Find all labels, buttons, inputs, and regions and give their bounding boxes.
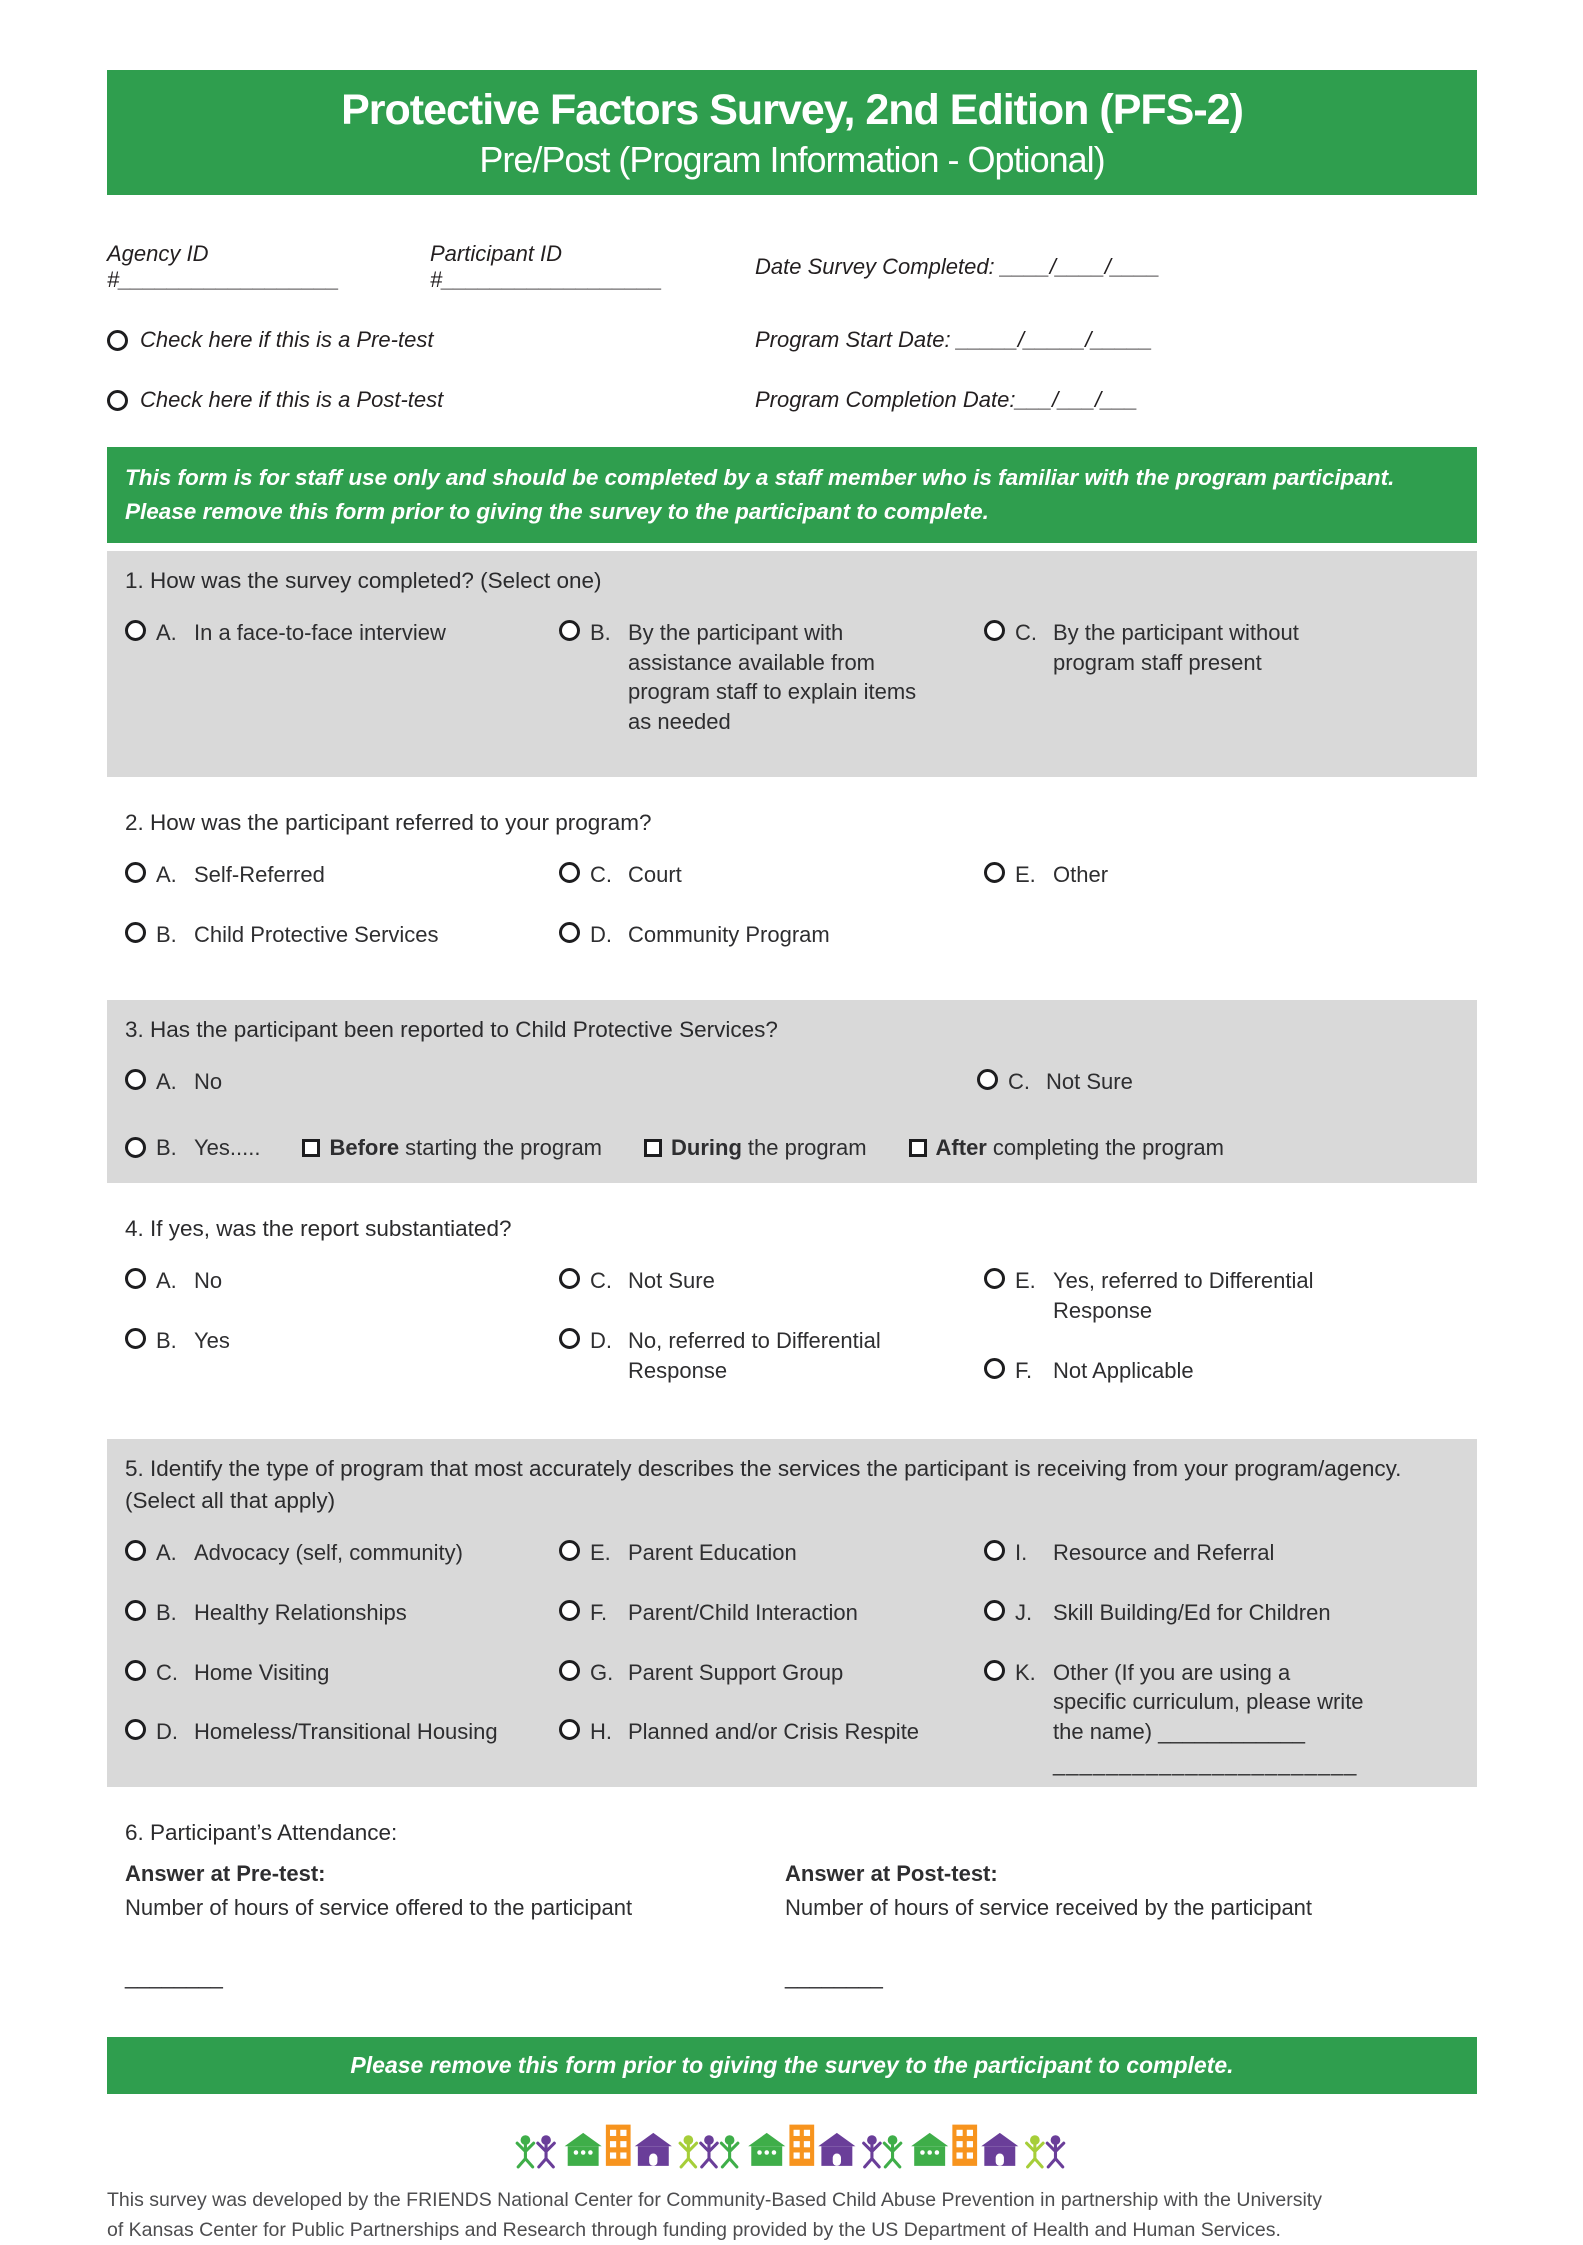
house-icon (911, 2133, 948, 2166)
q3-option-c-label: Not Sure (1046, 1069, 1133, 1095)
q2-option-b (125, 920, 559, 950)
q5-option-d (125, 1717, 559, 1747)
q1-option-a (125, 618, 559, 648)
building-icon (789, 2125, 814, 2166)
q5-option-d-label: Homeless/Transitional Housing (194, 1719, 498, 1745)
q5-option-i-label: Resource and Referral (1053, 1540, 1275, 1566)
q6-pretest-heading: Answer at Pre-test: (125, 1860, 326, 1886)
q5-option-b (125, 1598, 559, 1628)
building-icon (606, 2125, 631, 2166)
house-icon (748, 2133, 785, 2166)
q5-option-g-radio[interactable] (559, 1660, 580, 1681)
question-6-title: 6. Participant’s Attendance: (125, 1820, 398, 1846)
question-1 (107, 551, 1477, 777)
person-icon (884, 2136, 901, 2167)
q5-option-h (559, 1717, 984, 1747)
q4-option-c-radio[interactable] (559, 1268, 580, 1289)
q4-option-f (984, 1356, 1459, 1386)
q3-option-b-letter: B. (156, 1134, 177, 1160)
q3-option-a-radio[interactable] (125, 1069, 146, 1090)
house-icon (981, 2133, 1018, 2166)
header-banner (107, 70, 1477, 195)
program-start-date-field[interactable]: Program Start Date: _____/_____/_____ (755, 327, 1153, 352)
program-info-header (107, 241, 1477, 413)
q5-option-f (559, 1598, 984, 1628)
person-icon (1047, 2136, 1064, 2167)
q4-option-d-letter: D. (590, 1328, 612, 1353)
q5-option-g (559, 1658, 984, 1688)
remove-form-notice: Please remove this form prior to giving the survey to the participant to complete. (107, 2037, 1477, 2094)
q4-option-c (559, 1266, 984, 1296)
before-checkbox[interactable] (302, 1139, 320, 1157)
q5-option-h-radio[interactable] (559, 1719, 580, 1740)
q5-option-a (125, 1538, 559, 1568)
q4-option-c-letter: C. (590, 1268, 612, 1294)
community-illustration (427, 2104, 1157, 2170)
q2-option-d (559, 920, 984, 950)
q6-pretest-body: Number of hours of service offered to the participant (125, 1895, 633, 1921)
question-3 (107, 1000, 1477, 1183)
q4-option-c-label: Not Sure (628, 1268, 715, 1294)
q5-option-j (984, 1598, 1459, 1628)
question-2 (107, 793, 1477, 990)
person-icon (538, 2136, 555, 2167)
q5-option-b-radio[interactable] (125, 1600, 146, 1621)
q4-option-b-letter: B. (156, 1328, 177, 1353)
q4-option-d-label: No, referred to Differential Response (628, 1328, 881, 1383)
person-icon (721, 2136, 738, 2167)
q2-option-b-radio[interactable] (125, 922, 146, 943)
person-icon (517, 2136, 534, 2167)
q5-option-j-radio[interactable] (984, 1600, 1005, 1621)
q5-option-f-radio[interactable] (559, 1600, 580, 1621)
q4-option-e (984, 1266, 1459, 1325)
q2-option-e-letter: E. (1015, 862, 1036, 888)
question-1-title: 1. How was the survey completed? (Select one) (125, 567, 602, 593)
q4-option-f-letter: F. (1015, 1357, 1033, 1383)
q1-option-a-radio[interactable] (125, 620, 146, 641)
q1-option-c-label: By the participant without program staff present (1053, 620, 1299, 675)
q5-option-e (559, 1538, 984, 1568)
participant-id-field[interactable]: Participant ID #__________________ (430, 241, 663, 292)
credit-text (107, 2185, 1477, 2245)
q4-option-a-radio[interactable] (125, 1268, 146, 1289)
q3-option-c-radio[interactable] (977, 1069, 998, 1090)
credit-line-1: This survey was developed by the FRIENDS National Center for Community-Based Child Abuse Prevention in partnership with the University (107, 2189, 1322, 2212)
q1-option-c (984, 618, 1459, 677)
q2-option-c-radio[interactable] (559, 862, 580, 883)
q1-option-a-letter: A. (156, 620, 177, 645)
q1-option-a-label: In a face-to-face interview (194, 620, 446, 645)
q5-option-h-label: Planned and/or Crisis Respite (628, 1719, 920, 1745)
q5-option-f-label: Parent/Child Interaction (628, 1600, 858, 1626)
during-checkbox[interactable] (644, 1139, 662, 1157)
credit-line-2: of Kansas Center for Public Partnerships and Research through funding provided by the US Department of Health and Human Services. (107, 2219, 1281, 2242)
q5-option-g-label: Parent Support Group (628, 1659, 844, 1685)
date-survey-completed-field[interactable]: Date Survey Completed: ____/____/____ (755, 254, 1160, 279)
person-icon (701, 2136, 718, 2167)
building-icon (952, 2125, 977, 2166)
q5-option-i-letter: I. (1015, 1540, 1028, 1566)
q5-option-d-radio[interactable] (125, 1719, 146, 1740)
q5-option-b-letter: B. (156, 1600, 177, 1626)
person-icon (1027, 2136, 1044, 2167)
question-2-title: 2. How was the participant referred to your program? (125, 809, 652, 835)
pretest-row (107, 327, 1477, 353)
q5-option-k-radio[interactable] (984, 1660, 1005, 1681)
question-4-title: 4. If yes, was the report substantiated? (125, 1215, 512, 1241)
q3-option-c (977, 1067, 1133, 1097)
q1-option-b-radio[interactable] (559, 620, 580, 641)
q2-option-d-radio[interactable] (559, 922, 580, 943)
q6-posttest-hours-line[interactable]: ________ (785, 1964, 883, 1990)
q5-option-f-letter: F. (590, 1600, 608, 1626)
house-icon (818, 2133, 855, 2166)
question-5-title: 5. Identify the type of program that most accurately describes the services the participant is receiving from your program/agency. (Select all that apply) (125, 1456, 1402, 1513)
q6-pretest-hours-line[interactable]: ________ (125, 1964, 223, 1990)
q1-option-c-letter: C. (1015, 620, 1037, 645)
q3-during-rest: the program (747, 1134, 867, 1160)
q4-option-d-radio[interactable] (559, 1328, 580, 1349)
q4-option-a-label: No (194, 1268, 223, 1294)
question-3-title: 3. Has the participant been reported to Child Protective Services? (125, 1016, 778, 1042)
question-5 (107, 1439, 1477, 1787)
q5-option-c-radio[interactable] (125, 1660, 146, 1681)
q5-option-a-letter: A. (156, 1540, 177, 1566)
q5-option-k-letter: K. (1015, 1659, 1036, 1685)
q5-other-write-in-line[interactable]: _______________________ (1053, 1750, 1358, 1776)
q4-option-a-letter: A. (156, 1268, 177, 1294)
pretest-radio[interactable] (107, 330, 128, 351)
q5-option-k (984, 1658, 1459, 1747)
q3-option-b-label: Yes..... (194, 1134, 261, 1160)
staff-only-notice: This form is for staff use only and should be completed by a staff member who is familiar with the program participant. Please remove this form prior to giving the survey to the participant to complete. (107, 447, 1477, 543)
form-title: Protective Factors Survey, 2nd Edition (PFS-2) (341, 86, 1243, 134)
q2-option-d-label: Community Program (628, 921, 830, 947)
q2-option-a-letter: A. (156, 862, 177, 888)
agency-id-field[interactable]: Agency ID #__________________ (107, 241, 340, 292)
posttest-row (107, 387, 1477, 413)
q5-option-g-letter: G. (590, 1659, 614, 1685)
q3-during-bold: During (671, 1134, 742, 1160)
q2-option-e (984, 860, 1459, 890)
house-icon (635, 2133, 672, 2166)
q5-option-j-letter: J. (1015, 1600, 1033, 1626)
program-completion-date-field[interactable]: Program Completion Date:___/___/___ (755, 387, 1138, 412)
q5-option-c (125, 1658, 559, 1688)
id-row (107, 241, 1477, 293)
q1-option-b-letter: B. (590, 620, 611, 645)
q3-option-a (125, 1067, 977, 1097)
q5-option-e-label: Parent Education (628, 1540, 797, 1566)
question-4 (107, 1199, 1477, 1426)
person-icon (864, 2136, 881, 2167)
q3-during-item (644, 1135, 867, 1161)
q2-option-e-label: Other (1053, 862, 1109, 888)
q5-option-c-letter: C. (156, 1659, 178, 1685)
q3-option-a-letter: A. (156, 1069, 177, 1095)
q3-after-bold: After (935, 1134, 987, 1160)
q3-before-item (302, 1135, 602, 1161)
q1-option-c-radio[interactable] (984, 620, 1005, 641)
posttest-label: Check here if this is a Post-test (140, 387, 444, 412)
q2-option-a-radio[interactable] (125, 862, 146, 883)
q5-option-c-label: Home Visiting (194, 1659, 330, 1685)
pretest-label: Check here if this is a Pre-test (140, 327, 434, 352)
form-subtitle: Pre/Post (Program Information - Optional) (479, 139, 1105, 180)
decorative-band-wrap (107, 2104, 1477, 2175)
q5-option-d-letter: D. (156, 1719, 178, 1745)
q3-option-a-label: No (194, 1069, 223, 1095)
q5-option-i (984, 1538, 1459, 1568)
q4-option-e-letter: E. (1015, 1268, 1036, 1294)
q2-option-b-label: Child Protective Services (194, 921, 439, 947)
house-icon (565, 2133, 602, 2166)
q2-option-b-letter: B. (156, 921, 177, 947)
q5-option-k-label: Other (If you are using a specific curriculum, please write the name) ____________ (1053, 1659, 1364, 1745)
q4-option-f-label: Not Applicable (1053, 1357, 1194, 1383)
q3-before-rest: starting the program (405, 1134, 603, 1160)
q5-option-e-letter: E. (590, 1540, 611, 1566)
q2-option-a (125, 860, 559, 890)
q2-option-c-label: Court (628, 862, 682, 888)
q3-option-b-radio[interactable] (125, 1137, 146, 1158)
q4-option-b-label: Yes (194, 1328, 230, 1353)
q6-posttest-heading: Answer at Post-test: (785, 1860, 998, 1886)
q5-option-h-letter: H. (590, 1719, 612, 1745)
q5-option-e-radio[interactable] (559, 1540, 580, 1561)
q4-option-e-radio[interactable] (984, 1268, 1005, 1289)
q4-option-a (125, 1266, 559, 1296)
q5-option-j-label: Skill Building/Ed for Children (1053, 1600, 1331, 1626)
q5-option-a-label: Advocacy (self, community) (194, 1540, 463, 1566)
q2-option-c-letter: C. (590, 862, 612, 888)
q4-option-d (559, 1326, 984, 1385)
q4-option-f-radio[interactable] (984, 1358, 1005, 1379)
q4-option-e-label: Yes, referred to Differential Response (1053, 1268, 1314, 1323)
q2-option-a-label: Self-Referred (194, 862, 325, 888)
after-checkbox[interactable] (909, 1139, 927, 1157)
q5-option-a-radio[interactable] (125, 1540, 146, 1561)
q1-option-b-label: By the participant with assistance available from program staff to explain items as needed (628, 620, 917, 735)
q5-option-i-radio[interactable] (984, 1540, 1005, 1561)
q4-option-b-radio[interactable] (125, 1328, 146, 1349)
q3-after-item (909, 1135, 1224, 1161)
q2-option-e-radio[interactable] (984, 862, 1005, 883)
q3-after-rest: completing the program (992, 1134, 1224, 1160)
q4-option-b (125, 1326, 559, 1356)
question-6 (107, 1803, 1477, 2003)
q5-option-b-label: Healthy Relationships (194, 1600, 407, 1626)
q1-option-b (559, 618, 984, 737)
q2-option-c (559, 860, 984, 890)
posttest-radio[interactable] (107, 390, 128, 411)
q6-posttest-body: Number of hours of service received by the participant (785, 1895, 1313, 1921)
person-icon (680, 2136, 697, 2167)
q3-before-bold: Before (329, 1134, 400, 1160)
q3-option-c-letter: C. (1008, 1069, 1030, 1095)
q2-option-d-letter: D. (590, 921, 612, 947)
